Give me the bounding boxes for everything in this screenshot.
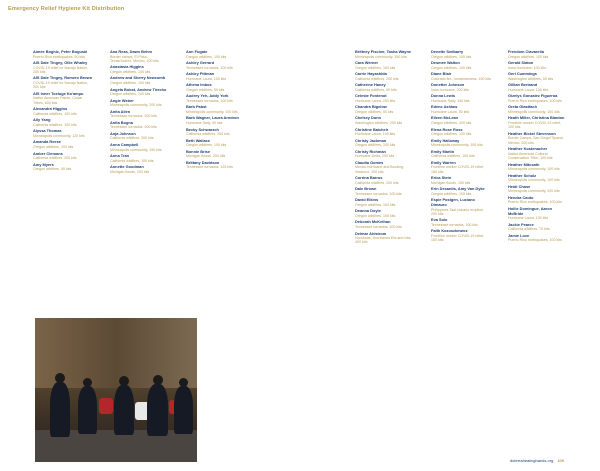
entry-name: Ana Reza, Dawn Behm [110, 49, 152, 54]
entry-description: California wildfires, 100 kits [33, 111, 77, 116]
entry-name: Anita Allen [110, 108, 131, 114]
page-title: Emergency Relief Hygiene Kit Distribution [8, 6, 125, 12]
entry-description: Puerto Rico earthquakes, 100 kits [508, 200, 562, 205]
distribution-entry [186, 50, 246, 59]
entry-name: Gizelys Gonzalez Figueroa [508, 93, 558, 99]
entry-name: Becky Schwarzch [186, 126, 219, 132]
distribution-entry [355, 161, 415, 174]
entry-name: Hendra Cauto [508, 194, 534, 200]
entry-name: Diane Blair [431, 71, 452, 77]
entry-name: Corrina Barrus [355, 175, 383, 181]
entry-name: Delmar Ahlstrom [355, 230, 387, 236]
entry-description: Honduras, Hurricanes Eta and Iota, 400 kits [355, 236, 412, 245]
entry-name: Heidi Chase [508, 183, 531, 189]
entry-description: Hurricane Laura, 100 kits [186, 76, 227, 81]
entry-name: Ally Yang [33, 117, 51, 123]
entry-name: Athena Imbos [186, 82, 212, 88]
entry-name: Brittney Fischer, Tasha Wayne [355, 49, 411, 54]
distribution-entry [110, 143, 170, 152]
distribution-entry [508, 72, 568, 81]
entry-name: Alexandra Higgins [33, 106, 68, 112]
entry-description: Iowa hurricane, 200 kits [431, 87, 469, 92]
distribution-entry [431, 161, 491, 174]
entry-name: Freedom Ciavarella [508, 49, 544, 54]
entry-description: Puerto Rico earthquakes, 100 kits [508, 238, 562, 243]
entry-name: Gillian Bertrand [508, 82, 538, 88]
distribution-entry [110, 76, 170, 85]
entry-name: Ann Fugate [186, 49, 208, 54]
entry-description: Border Camps, San Diego/Tijuana, Mexico, 200 kits [508, 136, 564, 145]
distribution-entry [33, 107, 93, 116]
entry-name: Annette Goodman [110, 164, 144, 170]
entry-name: Audrey Yeh, Addy York [186, 93, 229, 99]
distribution-entry [33, 92, 93, 105]
entry-name: Deanna Doyle [355, 208, 381, 214]
distribution-entry [355, 209, 415, 218]
distribution-entry [355, 198, 415, 207]
entry-name: Jackie Pearce [508, 221, 534, 227]
distribution-entry [33, 76, 93, 89]
entry-name: Erin Desantis, Amy Van Dyke [431, 186, 485, 192]
distribution-entry [431, 218, 491, 227]
entry-name: Beth Wallace [186, 137, 211, 143]
entry-name: David Elkins [355, 197, 379, 203]
entry-description: California wildfires, 70 kits [508, 227, 550, 232]
distribution-entry [508, 207, 568, 220]
distribution-entry [431, 139, 491, 148]
distribution-entry [33, 140, 93, 149]
entry-name: Dale Brown [355, 186, 377, 192]
distribution-entry [508, 174, 568, 183]
entry-description: Puerto Rico earthquakes, 50 kits [33, 54, 85, 59]
entry-name: Donna Lewis [431, 93, 455, 99]
entry-name: Emily Halloway [431, 137, 460, 143]
entry-name: Aimee Boghic, Peter Boguski [33, 49, 88, 54]
name-column-4 [355, 50, 415, 247]
page-number: 109 [557, 458, 564, 463]
entry-name: Geri Cummings [508, 71, 537, 77]
entry-name: Deborah McKethan [355, 219, 391, 225]
distribution-entry [508, 185, 568, 194]
entry-name: Donetter Johnson [431, 82, 465, 88]
entry-name: Angela Bobst, Andrew Tirecho [110, 86, 167, 92]
entry-name: Faith Kozoszkewicz [431, 228, 468, 234]
distribution-entry [110, 88, 170, 97]
entry-name: Eileen McLean [431, 115, 459, 121]
entry-description: Minneapolis community, 100 kits [508, 167, 560, 172]
distribution-entry [355, 232, 415, 245]
distribution-entry [33, 129, 93, 138]
entry-description: Oregon wildfires, 200 kits [431, 121, 472, 126]
entry-description: Puerto Rico earthquakes, 100 kits [508, 98, 562, 103]
distribution-entry [186, 72, 246, 81]
entry-description: Oregon wildfires, 100 kits [186, 54, 227, 59]
entry-name: Amy Myers [33, 161, 54, 167]
entry-name: AIS Dale Tingey, Romero Brown [33, 75, 93, 81]
entry-name: Emily Warren [431, 159, 456, 165]
distribution-entry [431, 116, 491, 125]
entry-name: Angie Weber [110, 97, 134, 103]
distribution-entry [355, 150, 415, 159]
entry-description: Minneapolis community, 200 kits [110, 103, 162, 108]
distribution-entry [186, 105, 246, 114]
distribution-entry [355, 139, 415, 148]
distribution-entry [186, 83, 246, 92]
entry-description: Oregon wildfires, 100 kits [431, 54, 472, 59]
entry-description: Hurricane Laura, 100 kits [508, 87, 549, 92]
entry-name: Ashley Gerrard [186, 60, 215, 66]
distribution-entry [431, 61, 491, 70]
entry-description: Washington wildfires, 50 kits [508, 76, 554, 81]
entry-name: Greta Glastfach [508, 104, 537, 110]
entry-name: Edene Ashlaw [431, 104, 458, 110]
distribution-entry [186, 61, 246, 70]
entry-description: Minneapolis community, 100 kits [508, 178, 560, 183]
entry-name: Chelsey Dunn [355, 115, 381, 121]
distribution-entry [110, 154, 170, 163]
entry-description: California wildfires, 100 kits [110, 158, 154, 163]
name-column-1 [33, 50, 93, 174]
entry-name: Bonnie Brise [186, 148, 210, 154]
distribution-entry [508, 132, 568, 145]
entry-name: Elena Rose Ross [431, 126, 463, 132]
entry-description: Oregon wildfires, 100 kits [431, 65, 472, 70]
distribution-entry [110, 132, 170, 141]
entry-name: Cara Werner [355, 60, 379, 66]
entry-description: Minneapolis community, 100 kits [186, 109, 238, 114]
distribution-entry [508, 94, 568, 103]
distribution-entry [355, 83, 415, 92]
distribution-entry [110, 65, 170, 74]
entry-name: Erica Stein [431, 175, 452, 181]
entry-description: Michigan floods, 200 kits [110, 169, 150, 174]
entry-name: AIS Dale Tingey, Ollie Whaley [33, 60, 88, 66]
distribution-entry [355, 176, 415, 185]
distribution-entry [186, 150, 246, 159]
entry-name: Espie Postgen, Luciano Dimauro [431, 197, 475, 207]
entry-name: Hollie Domingue, Aaron McBride [508, 205, 552, 216]
entry-description: Hurricane Sally, 50 kits [186, 121, 223, 126]
entry-name: Heather Bickel Stevenson [508, 130, 556, 136]
distribution-entry [355, 105, 415, 114]
entry-description: Minneapolis community, 100 kits [431, 143, 483, 148]
entry-description: Hurricane Laura, 100 kits [355, 132, 396, 137]
entry-name: Carrie Hayashida [355, 71, 387, 77]
distribution-entry [186, 116, 246, 125]
entry-description: COVID-19 relief for Navajo Nation, 200 kits [33, 81, 89, 90]
entry-description: Iowa hurricane, 100 kits [508, 65, 546, 70]
distribution-entry [508, 196, 568, 205]
entry-name: Christine Balchelr [355, 126, 389, 132]
entry-description: Minneapolis community, 120 kits [33, 133, 85, 138]
entry-description: Hurricane Sally, 150 kits [431, 98, 470, 103]
entry-name: Anita Bogna [110, 119, 133, 125]
entry-description: California wildfires, 50 kits [355, 87, 397, 92]
entry-description: Tennessee tornados, 125 kits [186, 165, 233, 170]
distribution-entry [431, 72, 491, 81]
entry-name: Anja Johnson [110, 130, 136, 136]
distribution-entry [355, 116, 415, 125]
entry-description: Oregon wildfires, 100 kits [431, 132, 472, 137]
entry-name: Amber Clemons [33, 150, 63, 156]
entry-description: Tennessee tornados, 100 kits [355, 191, 402, 196]
entry-name: Heather Kostenacher [508, 146, 548, 152]
entry-name: Emily Martin [431, 148, 455, 154]
entry-description: Frontline worker COVID-19 relief, 150 kits [431, 165, 485, 174]
entry-name: Anna Tran [110, 153, 130, 158]
distribution-entry [431, 187, 491, 196]
distribution-entry [110, 99, 170, 108]
distribution-entry [431, 50, 491, 59]
entry-name: Amanda Reese [33, 139, 61, 145]
entry-description: Colorado fire, homelessness, 150 kits [431, 76, 491, 81]
distribution-entry [355, 128, 415, 137]
distribution-entry [33, 163, 93, 172]
entry-description: California wildfires, 100 kits [33, 122, 77, 127]
distribution-entry [33, 50, 93, 59]
entry-name: Alyssa Thomas [33, 128, 62, 134]
distribution-entry [110, 110, 170, 119]
entry-description: Oregon wildfires, 100 kits [355, 213, 396, 218]
distribution-entry [431, 198, 491, 216]
entry-description: Oregon wildfires, 100 kits [33, 145, 74, 150]
entry-name: Anastasia Higgins [110, 64, 144, 70]
name-column-2 [110, 50, 170, 176]
entry-name: Chandra Bigelow [355, 104, 387, 110]
distribution-entry [110, 121, 170, 130]
entry-description: Hurricane Laura, 50 kits [431, 109, 470, 114]
name-column-3 [186, 50, 246, 172]
entry-name: Anna Campbell [110, 141, 139, 147]
entry-description: Oregon wildfires, 50 kits [355, 109, 394, 114]
distribution-entry [186, 161, 246, 170]
entry-name: AIS Inner Toeluge Ko'ampu [33, 90, 84, 96]
entry-description: Minneapolis community, 150 kits [110, 147, 162, 152]
distribution-entry [508, 83, 568, 92]
entry-description: Oregon wildfires, 100 kits [355, 65, 396, 70]
entry-description: Oregon wildfires, 100 kits [110, 81, 151, 86]
entry-description: Michigan floods, 200 kits [186, 154, 226, 159]
distribution-entry [431, 150, 491, 159]
entry-name: Celeste Fontenot [355, 93, 387, 99]
entry-description: Tennessee tornados, 100 kits [355, 225, 402, 230]
entry-description: Michigan floods, 150 kits [431, 180, 471, 185]
entry-description: Oregon wildfires, 100 kits [355, 202, 396, 207]
distribution-entry [431, 128, 491, 137]
distribution-entry [431, 229, 491, 242]
distribution-entry [110, 50, 170, 63]
distribution-entry [508, 147, 568, 160]
entry-description: Tennessee tornados, 100 kits [431, 222, 478, 227]
entry-description: Hurricane Delta, 250 kits [355, 154, 395, 159]
entry-description: California wildfires, 100 kits [431, 154, 475, 159]
distribution-entry [355, 94, 415, 103]
entry-name: Andrew and Sherry Newcomb [110, 75, 166, 81]
distribution-entry [508, 50, 568, 59]
entry-description: Hurricane Laura, 200 kits [355, 98, 396, 103]
footer-site[interactable]: doterrahealinghands.org [509, 458, 554, 463]
distribution-entry [508, 163, 568, 172]
entry-name: Denette Sedbarry [431, 49, 464, 54]
distribution-entry [186, 139, 246, 148]
entry-name: Heather Mitcsath [508, 161, 540, 167]
entry-name: Desmee Walton [431, 60, 460, 66]
entry-name: Barb Pabst [186, 104, 207, 110]
entry-description: Washington wildfires, 200 kits [355, 121, 403, 126]
entry-description: Frontline worker COVID-19 relief, 100 kits [431, 233, 485, 243]
entry-name: Barb Wagner, Laura Arndron [186, 115, 239, 121]
distribution-entry [355, 187, 415, 196]
entry-description: Native American Cultural Conservation Tribe, 100 kits [508, 151, 553, 161]
entry-description: Mexico hurricane and flooding, Veracruz, 200 kits [355, 165, 404, 174]
entry-name: Heather Scholz [508, 172, 537, 178]
distribution-entry [431, 176, 491, 185]
entry-description: Hurricane Laura, 100 kits [508, 216, 549, 221]
distribution-entry [33, 61, 93, 74]
entry-description: Oregon wildfires, 50 kits [33, 167, 72, 172]
entry-description: Border camps, El Paso, Texas/Juarez, Mexico, 100 kits [110, 54, 159, 63]
entry-description: Tennessee tornados, 200 kits [110, 114, 157, 119]
entry-description: Minneapolis community, 100 kits [508, 109, 560, 114]
distribution-entry [508, 234, 568, 243]
entry-description: Philippines Taal volcano eruption, 200 kits [431, 207, 485, 216]
entry-name: Christy Jackman [355, 137, 387, 143]
entry-description: Oregon wildfires, 100 kits [110, 69, 151, 74]
entry-description: Tennessee tornados, 200 kits [110, 125, 157, 130]
volunteers-photo [35, 318, 197, 462]
entry-description: Oregon wildfires, 100 kits [508, 54, 549, 59]
entry-name: Jamie Love [508, 232, 530, 238]
distribution-entry [355, 220, 415, 229]
distribution-entry [186, 128, 246, 137]
distribution-entry [508, 116, 568, 129]
name-column-5 [431, 50, 491, 245]
distribution-entry [110, 165, 170, 174]
distribution-entry [355, 61, 415, 70]
entry-description: Oregon wildfires, 100 kits [355, 143, 396, 148]
entry-description: Oregon wildfires, 100 kits [110, 92, 151, 97]
entry-name: Eva Solo [431, 217, 448, 223]
distribution-entry [431, 83, 491, 92]
entry-description: Frontline worker COVID-19 relief, 100 kits [508, 121, 562, 130]
distribution-entry [355, 50, 415, 59]
distribution-entry [33, 118, 93, 127]
entry-description: Native American Paiute, Cedar Tribes, 600 kits [33, 96, 83, 105]
distribution-entry [431, 105, 491, 114]
entry-description: Tennessee tornados, 100 kits [186, 65, 233, 70]
entry-description: Minneapolis community, 200 kits [508, 189, 560, 194]
entry-name: Ashley Pittman [186, 71, 215, 77]
distribution-entry [508, 105, 568, 114]
entry-description: California wildfires, 200 kits [355, 180, 399, 185]
entry-description: Oregon wildfires, 100 kits [186, 143, 227, 148]
entry-description: California wildfires, 200 kits [186, 132, 230, 137]
distribution-entry [431, 94, 491, 103]
entry-description: Minneapolis community, 350 kits [355, 54, 407, 59]
entry-description: COVID-19 relief for Navajo Nation, 200 kits [33, 65, 89, 74]
entry-name: Catherine Haney [355, 82, 386, 88]
entry-name: Heath Miller, Christina Blanton [508, 115, 565, 121]
entry-description: Oregon wildfires, 100 kits [431, 191, 472, 196]
entry-description: California wildfires, 200 kits [33, 156, 77, 161]
distribution-entry [508, 223, 568, 232]
entry-description: California wildfires, 200 kits [110, 136, 154, 141]
entry-description: California wildfires, 200 kits [355, 76, 399, 81]
page-footer [510, 458, 564, 463]
entry-description: Tennessee tornados, 100 kits [186, 98, 233, 103]
entry-name: Claudia Gomes [355, 159, 384, 165]
entry-name: Gerald Slaton [508, 60, 534, 66]
entry-name: Brittany Davidson [186, 159, 220, 165]
entry-description: Oregon wildfires, 50 kits [186, 87, 225, 92]
entry-name: Christy Richman [355, 148, 386, 154]
distribution-entry [33, 152, 93, 161]
distribution-entry [186, 94, 246, 103]
distribution-entry [355, 72, 415, 81]
name-column-6 [508, 50, 568, 245]
distribution-entry [508, 61, 568, 70]
